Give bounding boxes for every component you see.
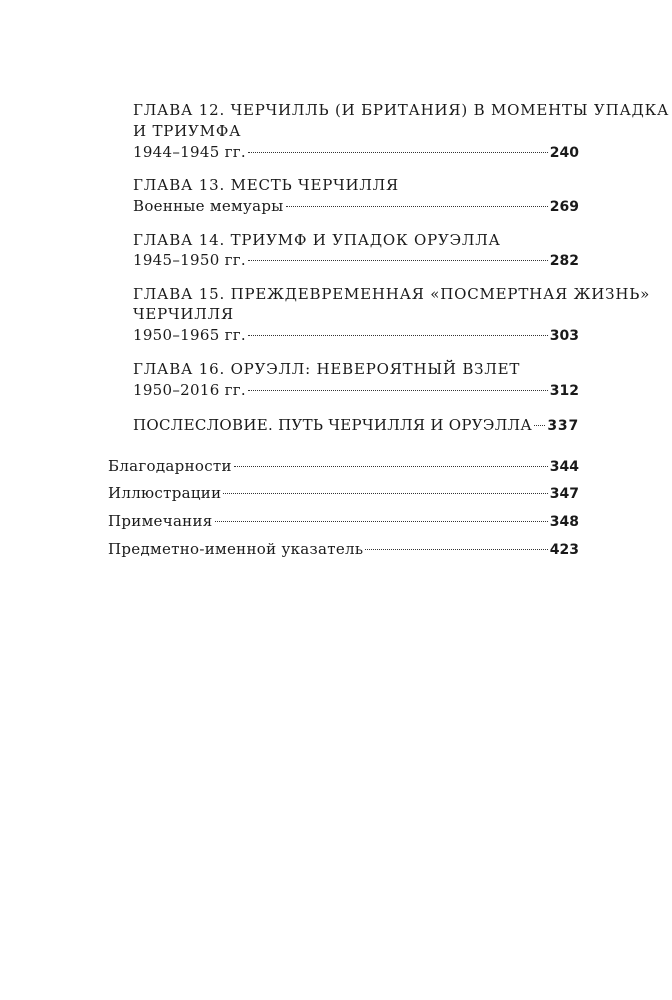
back-matter-label: Иллюстрации bbox=[108, 484, 222, 502]
chapter-15-page-number: 303 bbox=[549, 328, 579, 344]
chapter-14-subtitle: 1945–1950 гг. bbox=[133, 251, 247, 269]
dot-leader bbox=[248, 390, 548, 391]
back-matter-entry-illustrations[interactable] bbox=[108, 483, 579, 504]
afterword-label: ПОСЛЕСЛОВИЕ. ПУТЬ ЧЕРЧИЛЛЯ И ОРУЭЛЛА bbox=[133, 416, 532, 434]
back-matter-label: Благодарности bbox=[108, 457, 232, 475]
dot-leader bbox=[365, 549, 547, 550]
dot-leader bbox=[248, 335, 548, 336]
chapter-16-entry[interactable] bbox=[133, 380, 579, 401]
afterword-entry[interactable] bbox=[133, 415, 579, 436]
chapter-12-page-number: 240 bbox=[549, 145, 579, 161]
chapter-13-subtitle: Военные мемуары bbox=[133, 197, 284, 215]
chapter-13-entry[interactable] bbox=[133, 196, 579, 217]
back-matter-entry-index[interactable] bbox=[108, 539, 579, 560]
chapter-15-heading-line-2: ЧЕРЧИЛЛЯ bbox=[133, 305, 234, 323]
back-matter-page-number: 348 bbox=[549, 514, 579, 530]
chapter-13-page-number: 269 bbox=[549, 199, 579, 215]
dot-leader bbox=[248, 260, 548, 261]
chapter-16-page-number: 312 bbox=[549, 383, 579, 399]
back-matter-page-number: 423 bbox=[549, 542, 579, 558]
chapter-14-entry[interactable] bbox=[133, 250, 579, 271]
dot-leader bbox=[234, 466, 548, 467]
chapter-16-heading: ГЛАВА 16. ОРУЭЛЛ: НЕВЕРОЯТНЫЙ ВЗЛЕТ bbox=[133, 360, 521, 378]
back-matter-page-number: 344 bbox=[549, 459, 579, 475]
dot-leader bbox=[534, 425, 545, 426]
chapter-16-subtitle: 1950–2016 гг. bbox=[133, 381, 247, 399]
back-matter-label: Примечания bbox=[108, 512, 213, 530]
back-matter-entry-acknowledgements[interactable] bbox=[108, 456, 579, 477]
back-matter-entry-notes[interactable] bbox=[108, 511, 579, 532]
chapter-14-heading: ГЛАВА 14. ТРИУМФ И УПАДОК ОРУЭЛЛА bbox=[133, 231, 501, 249]
chapter-15-heading-line-1: ГЛАВА 15. ПРЕЖДЕВРЕМЕННАЯ «ПОСМЕРТНАЯ ЖИЗНЬ» bbox=[133, 285, 651, 303]
chapter-15-subtitle: 1950–1965 гг. bbox=[133, 326, 247, 344]
dot-leader bbox=[223, 493, 547, 494]
chapter-14-page-number: 282 bbox=[549, 253, 579, 269]
chapter-12-heading-line-1: ГЛАВА 12. ЧЕРЧИЛЛЬ (И БРИТАНИЯ) В МОМЕНТЫ УПАДКА bbox=[133, 101, 670, 119]
dot-leader bbox=[286, 206, 548, 207]
dot-leader bbox=[215, 521, 548, 522]
chapter-15-entry[interactable] bbox=[133, 325, 579, 346]
back-matter-label: Предметно-именной указатель bbox=[108, 540, 364, 558]
chapter-13-heading: ГЛАВА 13. МЕСТЬ ЧЕРЧИЛЛЯ bbox=[133, 176, 399, 194]
chapter-12-heading-line-2: И ТРИУМФА bbox=[133, 122, 242, 140]
afterword-page-number: 337 bbox=[547, 418, 579, 434]
back-matter-page-number: 347 bbox=[549, 486, 579, 502]
dot-leader bbox=[248, 152, 548, 153]
chapter-12-subtitle: 1944–1945 гг. bbox=[133, 143, 247, 161]
chapter-12-entry[interactable] bbox=[133, 142, 579, 163]
